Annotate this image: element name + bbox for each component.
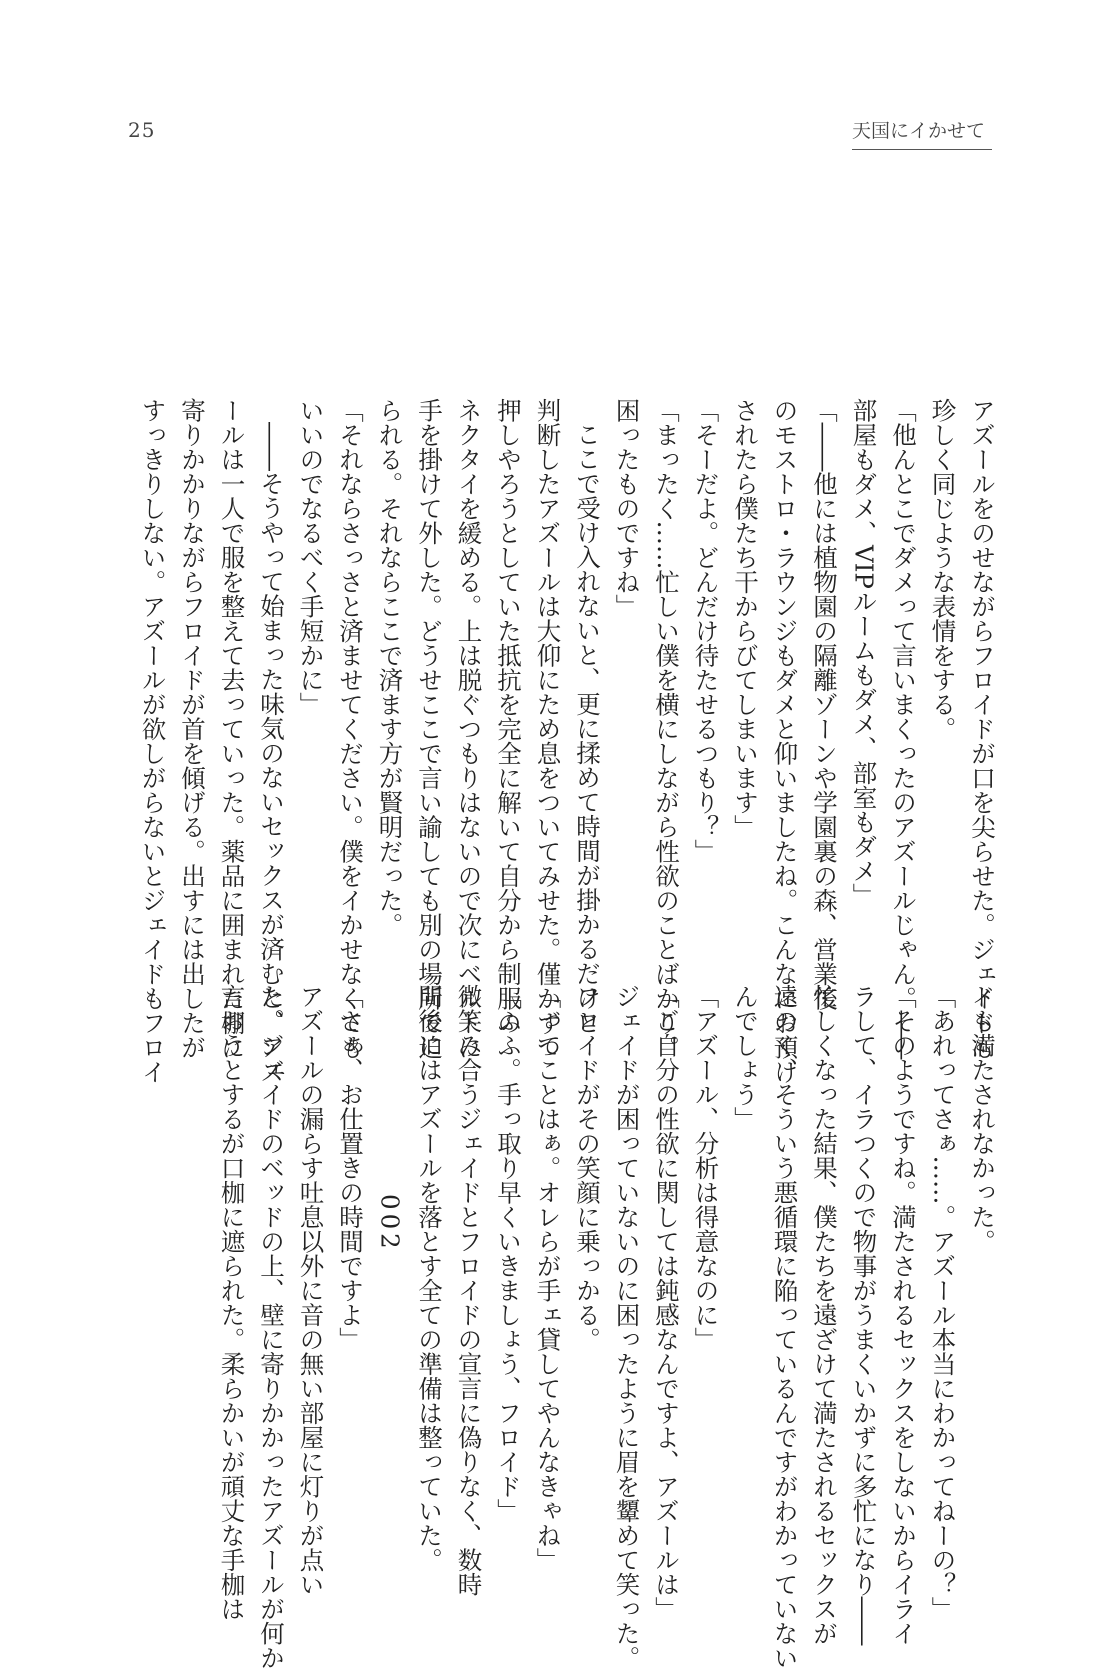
text-line: フロイドがその笑顔に乗っかる。 <box>573 984 602 1352</box>
text-line: 忙しくなった結果、僕たちを遠ざけて満たされるセックスが <box>810 984 839 1646</box>
lower-text-block <box>212 984 1002 1670</box>
text-line: のモストロ・ラウンジもダメと仰いましたね。こんなにお預け <box>770 398 800 1084</box>
text-line: いいのでなるべく手短かに」 <box>296 398 326 717</box>
text-line: た。ジェイドのベッドの上、壁に寄りかかったアズールが何か <box>257 984 286 1670</box>
text-line: ここで受け入れないと、更に揉めて時間が掛かるだけと <box>573 422 602 1035</box>
text-line: 部屋もダメ、VIPルームもダメ、部室もダメ」 <box>849 398 879 908</box>
text-line: 「さぁ、お仕置きの時間ですよ」 <box>336 984 365 1352</box>
text-line: 困ったものですね」 <box>612 398 642 619</box>
page-number: 25 <box>128 118 156 142</box>
text-line: 間後にはアズールを落とす全ての準備は整っていた。 <box>415 984 444 1572</box>
text-line: すっきりしない。アズールが欲しがらないとジェイドもフロイ <box>138 398 168 1084</box>
section-number: 002 <box>375 1194 405 1253</box>
text-line: ネクタイを緩める。上は脱ぐつもりはないので次にベルトに <box>454 398 484 1060</box>
running-header-title: 天国にイかせて <box>852 116 992 150</box>
text-line: 「――他には植物園の隔離ゾーンや学園裏の森、営業後 <box>810 398 839 1011</box>
text-line: ラして、イラつくので物事がうまくいかずに多忙になり―― <box>849 984 879 1646</box>
text-line: られる。それならここで済ます方が賢明だった。 <box>375 398 405 937</box>
text-line: 手を掛けて外した。どうせここで言い諭しても別の場所で迫 <box>415 398 444 1060</box>
text-line: 「アズール、分析は得意なのに」 <box>691 984 721 1352</box>
text-line: されたら僕たち干からびてしまいます」 <box>731 398 760 839</box>
text-line: 言おうとするが口枷に遮られた。柔らかいが頑丈な手枷は <box>217 984 247 1621</box>
text-line: 珍しく同じような表情をする。 <box>928 398 958 741</box>
text-line: 「それならさっさと済ませてください。僕をイかせなくても <box>336 398 365 1060</box>
text-line: 判断したアズールは大仰にため息をついてみせた。僅かずつ <box>533 398 563 1060</box>
text-line: アズールの漏らす吐息以外に音の無い部屋に灯りが点い <box>296 984 326 1597</box>
text-line: 「他んとこでダメって言いまくったのアズールじゃん。―― <box>889 398 918 1060</box>
text-line: アズールをのせながらフロイドが口を尖らせた。ジェイドも <box>968 398 997 1060</box>
text-line: 遠のく、そういう悪循環に陥っているんですがわかっていない <box>770 984 800 1670</box>
text-line: 「そのようですね。満たされるセックスをしないからイライ <box>889 984 918 1646</box>
text-line: んでしょう」 <box>731 984 760 1131</box>
text-line: 「あれってさぁ……。アズール本当にわかってねーの？」 <box>928 984 958 1621</box>
text-line: ジェイドが困っていないのに困ったように眉を顰めて笑った。 <box>612 984 642 1670</box>
text-line: ドも満たされなかった。 <box>968 984 997 1254</box>
text-line: ――そうやって始まった味気のないセックスが済むと、アズ <box>257 422 286 1084</box>
text-line: 微笑み合うジェイドとフロイドの宣言に偽りなく、数時 <box>454 984 484 1597</box>
text-line: ールは一人で服を整えて去っていった。薬品に囲まれた棚に <box>217 398 247 1060</box>
text-line: 「そーだよ。どんだけ待たせるつもり？」 <box>691 398 721 864</box>
text-line: 「ご自分の性欲に関しては鈍感なんですよ、アズールは」 <box>652 984 681 1621</box>
text-line: 「まったく……忙しい僕を横にしながら性欲のことばかり。 <box>652 398 681 1060</box>
text-line: 寄りかかりながらフロイドが首を傾げる。出すには出したが <box>178 398 207 1060</box>
text-line: 「ふふ。手っ取り早くいきましょう、フロイド」 <box>494 984 523 1523</box>
text-line: 「ってことはぁ。オレらが手ェ貸してやんなきゃね」 <box>533 984 563 1572</box>
text-line: 押しやろうとしていた抵抗を完全に解いて自分から制服の <box>494 398 523 1035</box>
